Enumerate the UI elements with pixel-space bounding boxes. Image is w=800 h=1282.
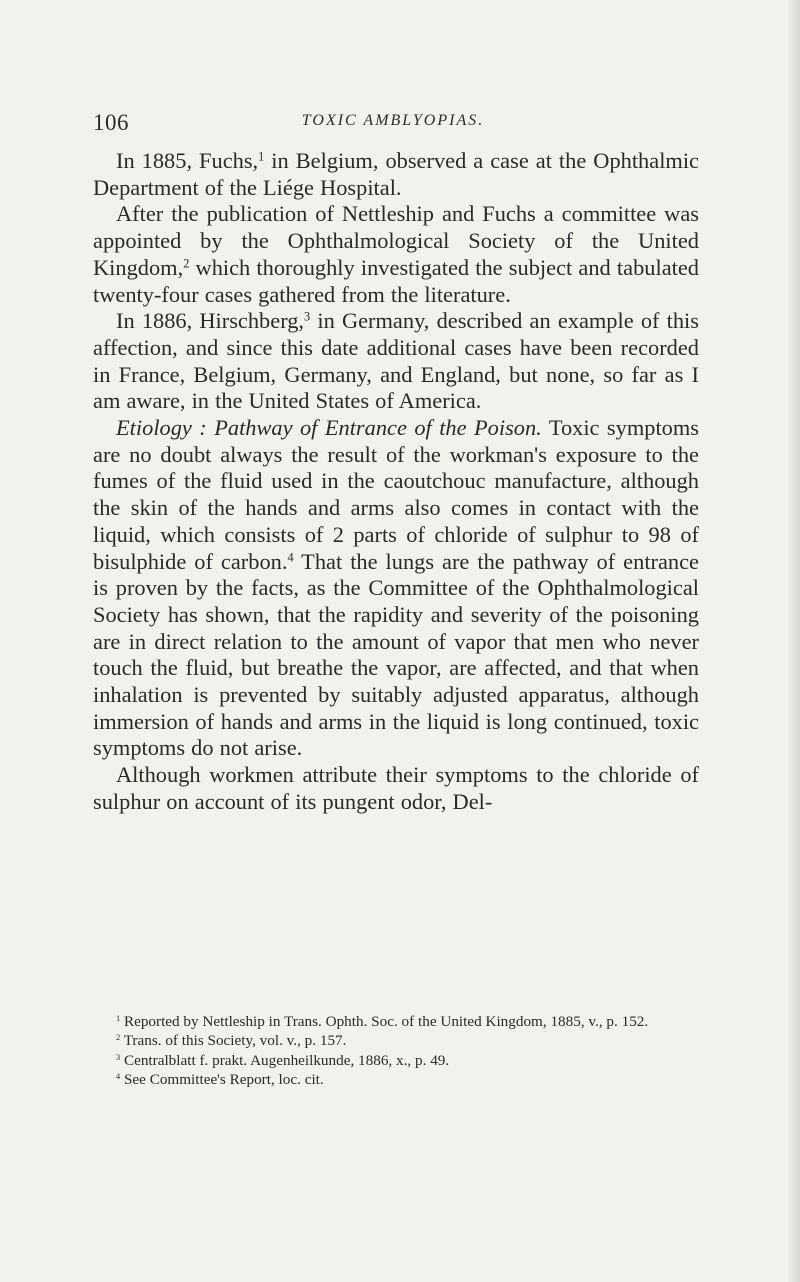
paragraph: After the publication of Nettleship and Fuchs a committee was appointed by the Ophthalmological Society of the United Kingdom,$^2$ which thoroughly investigated the subject and tabulated twenty-four cases gathered from the literature. — [93, 201, 699, 307]
footnote: $^4$ See Committee's Report, loc. cit. — [116, 1071, 324, 1089]
footnote: $^3$ Centralblatt f. prakt. Augenheilkunde, 1886, x., p. 49. — [116, 1051, 450, 1069]
paragraph: In 1886, Hirschberg,$^3$ in Germany, described an example of this affection, and since this date additional cases have been recorded in France, Belgium, Germany, and England, but none, so far as I am aware, in the United States of America. — [93, 308, 699, 414]
paragraph: Etiology : Pathway of Entrance of the Poison. Toxic symptoms are no doubt always the result of the workman's exposure to the fumes of the fluid used in the caoutchouc manufacture, although the skin of the hands and arms also comes in contact with the liquid, which consists of 2 parts of chloride of sulphur to 98 of bisulphide of carbon.$^4$ That the lungs are the pathway of entrance is proven by the facts, as the Committee of the Ophthalmological Society has shown, that the rapidity and severity of the poisoning are in direct relation to the amount of vapor that men who never touch the fluid, but breathe the vapor, are affected, and that when inhalation is prevented by suitably adjusted apparatus, although immersion of hands and arms in the liquid is long continued, toxic symptoms do not arise. — [93, 415, 699, 761]
body-text — [93, 148, 699, 816]
running-title: TOXIC AMBLYOPIAS. — [301, 112, 485, 129]
footnote-ref: 4 — [287, 550, 294, 565]
footnote: $^1$ Reported by Nettleship in Trans. Ophth. Soc. of the United Kingdom, 1885, v., p. 152. — [116, 1013, 649, 1030]
page-edge-shadow — [788, 0, 800, 1282]
page-number: 106 — [93, 110, 129, 135]
footnotes — [93, 1012, 699, 1090]
section-heading: Etiology : Pathway of Entrance of the Poison. — [116, 415, 542, 441]
footnote-ref: 3 — [304, 309, 311, 324]
footnote-ref: 2 — [183, 256, 190, 271]
page-header — [93, 110, 693, 140]
footnote: $^2$ Trans. of this Society, vol. v., p. 157. — [116, 1032, 347, 1050]
footnote-ref: 1 — [258, 149, 265, 164]
paragraph: Although workmen attribute their symptoms to the chloride of sulphur on account of its pungent odor, Del- — [93, 762, 699, 814]
paragraph: In 1885, Fuchs,$^1$ in Belgium, observed a case at the Ophthalmic Department of the Liége Hospital. — [93, 148, 699, 200]
